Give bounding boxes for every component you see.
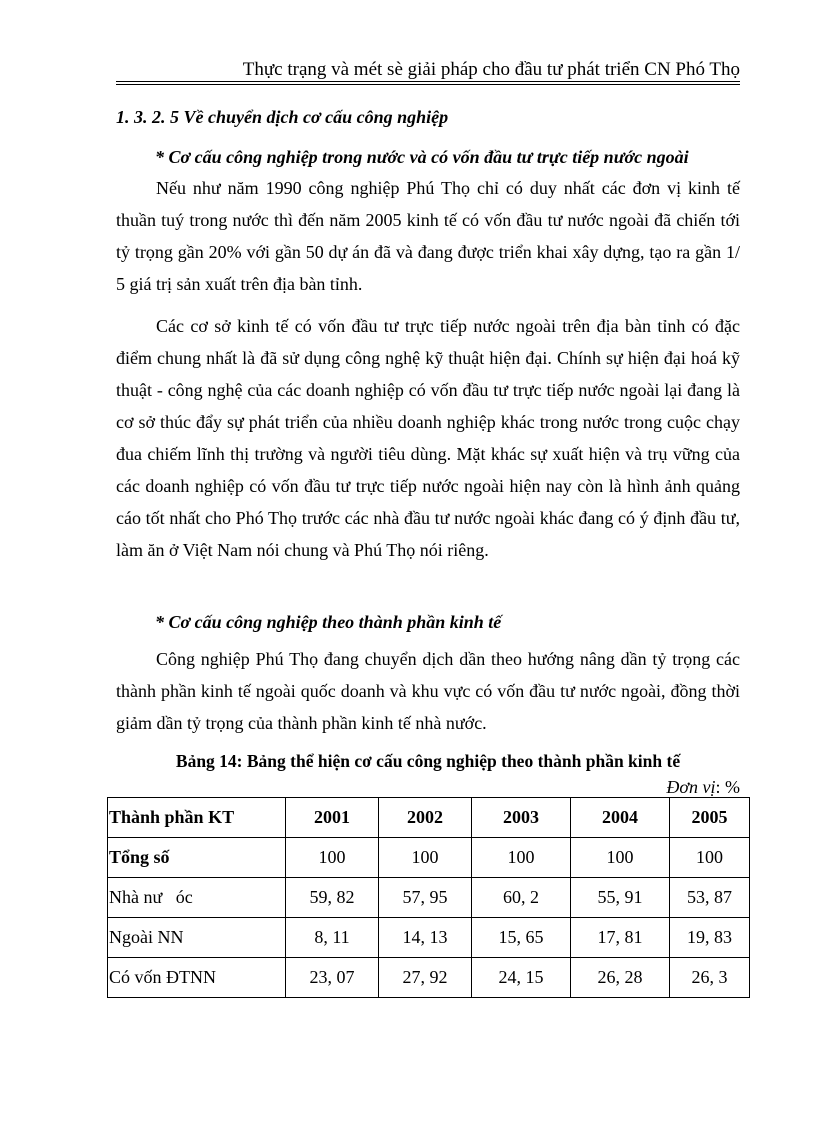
column-header: 2004 bbox=[571, 798, 670, 838]
table-cell: 15, 65 bbox=[472, 918, 571, 958]
section-title: 1. 3. 2. 5 Về chuyển dịch cơ cấu công nghiệp bbox=[116, 107, 449, 127]
table-cell: 26, 28 bbox=[571, 958, 670, 998]
table-cell: 14, 13 bbox=[379, 918, 472, 958]
table-cell: 26, 3 bbox=[670, 958, 750, 998]
table-cell: 100 bbox=[472, 838, 571, 878]
industry-structure-table bbox=[107, 797, 750, 998]
table-unit bbox=[666, 776, 740, 798]
table-cell: 19, 83 bbox=[670, 918, 750, 958]
table-row bbox=[108, 918, 750, 958]
column-header: 2002 bbox=[379, 798, 472, 838]
subheading-economic-sector: * Cơ cấu công nghiệp theo thành phần kinh tế bbox=[155, 612, 502, 632]
table-row bbox=[108, 878, 750, 918]
unit-value: : % bbox=[715, 777, 740, 797]
row-label: Ngoài NN bbox=[108, 918, 286, 958]
table-title: Bảng 14: Bảng thể hiện cơ cấu công nghiệp theo thành phần kinh tế bbox=[175, 751, 681, 771]
table-cell: 53, 87 bbox=[670, 878, 750, 918]
column-header: 2005 bbox=[670, 798, 750, 838]
table-cell: 24, 15 bbox=[472, 958, 571, 998]
table-cell: 60, 2 bbox=[472, 878, 571, 918]
table-row bbox=[108, 838, 750, 878]
table-cell: 23, 07 bbox=[286, 958, 379, 998]
paragraph-3: Công nghiệp Phú Thọ đang chuyển dịch dần theo hướng nâng dần tỷ trọng các thành phần kinh tế ngoài quốc doanh và khu vực có vốn đầu tư nước ngoài, đồng thời giảm dần tỷ trọng của thành phần kinh tế nhà nước. bbox=[116, 649, 740, 733]
table-cell: 57, 95 bbox=[379, 878, 472, 918]
row-label: Nhà nư óc bbox=[108, 878, 286, 918]
paragraph-2: Các cơ sở kinh tế có vốn đầu tư trực tiếp nước ngoài trên địa bàn tỉnh có đặc điểm chung nhất là đã sử dụng công nghệ kỹ thuật hiện đại. Chính sự hiện đại hoá kỹ thuật - công nghệ của các doanh nghiệp có vốn đầu tư trực tiếp nước ngoài lại đang là cơ sở thúc đẩy sự phát triển của nhiều doanh nghiệp khác trong nước trong cuộc chạy đua chiếm lĩnh thị trường và người tiêu dùng. Mặt khác sự xuất hiện và trụ vững của các doanh nghiệp có vốn đầu tư trực tiếp nước ngoài hiện nay còn là hình ảnh quảng cáo tốt nhất cho Phó Thọ trước các nhà đầu tư nước ngoài khác đang có ý định đầu tư, làm ăn ở Việt Nam nói chung và Phú Thọ nói riêng. bbox=[116, 316, 740, 560]
table-cell: 17, 81 bbox=[571, 918, 670, 958]
column-header: Thành phần KT bbox=[108, 798, 286, 838]
table-cell: 100 bbox=[571, 838, 670, 878]
column-header: 2003 bbox=[472, 798, 571, 838]
table-cell: 55, 91 bbox=[571, 878, 670, 918]
table-cell: 100 bbox=[379, 838, 472, 878]
table-cell: 100 bbox=[286, 838, 379, 878]
table-row bbox=[108, 958, 750, 998]
header-rule-bottom bbox=[116, 84, 740, 85]
table-header-row bbox=[108, 798, 750, 838]
page-header: Thực trạng và mét sè giải pháp cho đầu tư phát triển CN Phó Thọ bbox=[242, 59, 740, 80]
row-label: Tổng số bbox=[108, 838, 286, 878]
unit-label: Đơn vị bbox=[666, 777, 716, 797]
row-label: Có vốn ĐTNN bbox=[108, 958, 286, 998]
table-cell: 8, 11 bbox=[286, 918, 379, 958]
paragraph-1: Nếu như năm 1990 công nghiệp Phú Thọ chỉ có duy nhất các đơn vị kinh tế thuần tuý trong nước thì đến năm 2005 kinh tế có vốn đầu tư nước ngoài đã chiến tới tỷ trọng gần 20% với gần 50 dự án đã và đang được triển khai xây dựng, tạo ra gần 1/ 5 giá trị sản xuất trên địa bàn tỉnh. bbox=[116, 178, 740, 294]
column-header: 2001 bbox=[286, 798, 379, 838]
table-cell: 59, 82 bbox=[286, 878, 379, 918]
table-cell: 100 bbox=[670, 838, 750, 878]
table-cell: 27, 92 bbox=[379, 958, 472, 998]
subheading-domestic-fdi: * Cơ cấu công nghiệp trong nước và có vốn đầu tư trực tiếp nước ngoài bbox=[155, 147, 689, 167]
header-rule-top bbox=[116, 81, 740, 82]
